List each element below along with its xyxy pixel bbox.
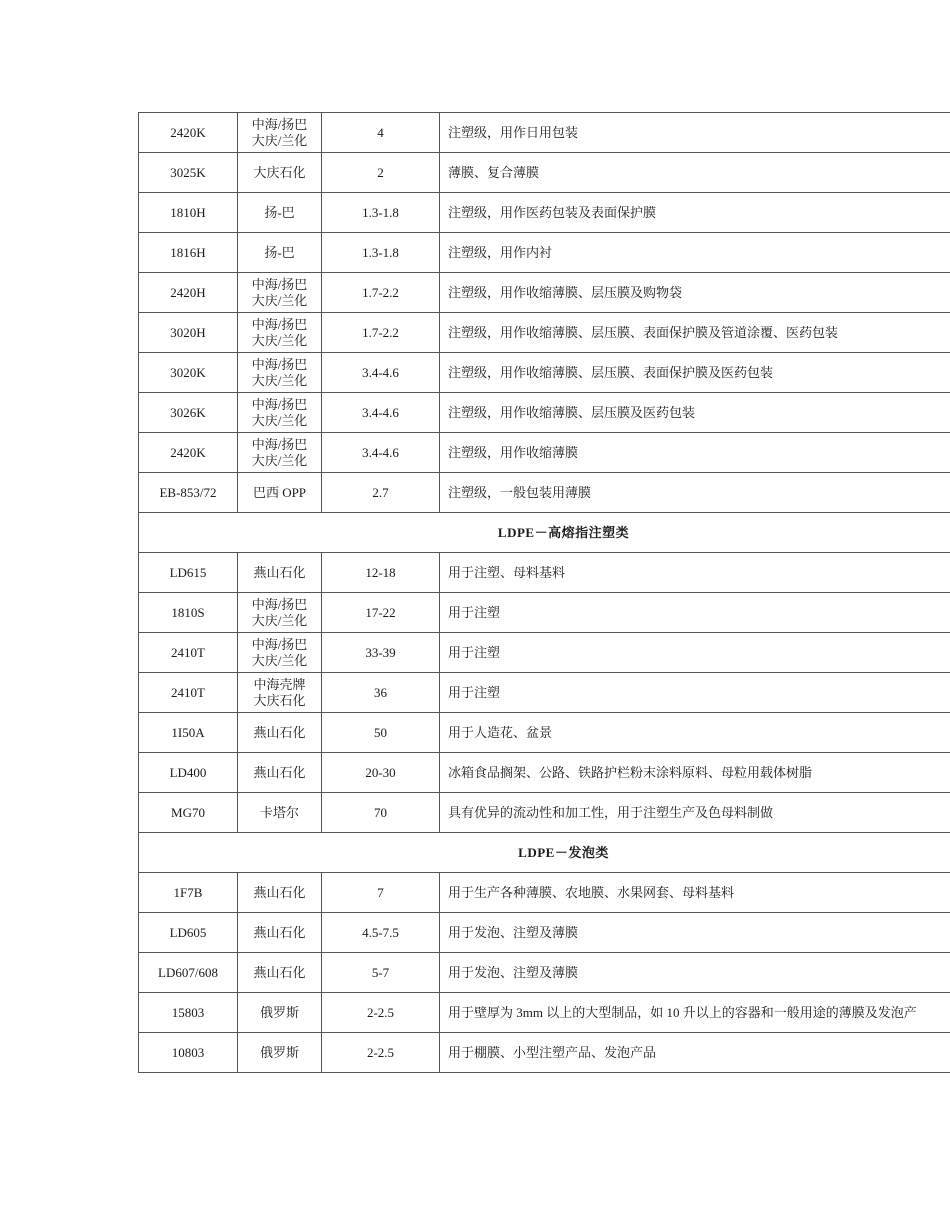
application-cell: 用于壁厚为 3mm 以上的大型制品，如 10 升以上的容器和一般用途的薄膜及发泡产 [440,993,950,1033]
grade-cell: LD605 [139,913,238,953]
manufacturer-cell [238,273,322,313]
application-cell: 用于注塑 [440,673,950,713]
application-cell: 用于注塑 [440,633,950,673]
ldpe-grade-table [138,112,950,1073]
manufacturer-cell [238,633,322,673]
application-cell: 注塑级，用作日用包装 [440,113,950,153]
manufacturer-line: 大庆/兰化 [251,132,308,148]
melt-index-cell: 70 [322,793,440,833]
melt-index-cell: 2 [322,153,440,193]
application-cell: 注塑级，用作收缩薄膜、层压膜及医药包装 [440,393,950,433]
table-row [139,1033,950,1073]
grade-cell: 2420K [139,433,238,473]
manufacturer-line: 中海/扬巴 [251,356,308,372]
manufacturer-line: 燕山石化 [253,564,306,580]
grade-cell: 1F7B [139,873,238,913]
melt-index-cell: 5-7 [322,953,440,993]
melt-index-cell: 36 [322,673,440,713]
application-cell: 用于人造花、盆景 [440,713,950,753]
grade-cell: 3020H [139,313,238,353]
ldpe-grade-table-body [139,113,950,1073]
section-title-text: LDPE－高熔指注塑类 [497,524,630,540]
grade-cell: 3025K [139,153,238,193]
application-cell: 用于发泡、注塑及薄膜 [440,953,950,993]
table-row [139,433,950,473]
manufacturer-line: 大庆石化 [253,692,306,708]
manufacturer-cell [238,193,322,233]
table-row [139,233,950,273]
grade-cell: LD400 [139,753,238,793]
grade-cell: 1816H [139,233,238,273]
manufacturer-line: 燕山石化 [253,764,306,780]
grade-cell: 2420H [139,273,238,313]
grade-cell: 1810S [139,593,238,633]
manufacturer-cell [238,873,322,913]
melt-index-cell: 3.4-4.6 [322,393,440,433]
table-row [139,753,950,793]
melt-index-cell: 3.4-4.6 [322,353,440,393]
manufacturer-cell [238,473,322,513]
grade-cell: MG70 [139,793,238,833]
manufacturer-line: 俄罗斯 [259,1044,299,1060]
grade-cell: 1810H [139,193,238,233]
application-cell: 注塑级，用作收缩薄膜 [440,433,950,473]
manufacturer-cell [238,1033,322,1073]
manufacturer-line: 燕山石化 [253,724,306,740]
table-row [139,473,950,513]
melt-index-cell: 20-30 [322,753,440,793]
application-cell: 冰箱食品搁架、公路、铁路护栏粉末涂料原料、母粒用载体树脂 [440,753,950,793]
melt-index-cell: 1.3-1.8 [322,193,440,233]
manufacturer-line: 燕山石化 [253,924,306,940]
manufacturer-line: 中海/扬巴 [251,596,308,612]
melt-index-cell: 12-18 [322,553,440,593]
manufacturer-cell [238,113,322,153]
application-cell: 注塑级，用作收缩薄膜、层压膜及购物袋 [440,273,950,313]
manufacturer-cell [238,913,322,953]
table-row [139,873,950,913]
table-row [139,273,950,313]
melt-index-cell: 17-22 [322,593,440,633]
melt-index-cell: 4 [322,113,440,153]
application-cell: 用于注塑 [440,593,950,633]
section-title-high-mfi-injection [139,513,950,553]
melt-index-cell: 2.7 [322,473,440,513]
grade-cell: 10803 [139,1033,238,1073]
table-row [139,553,950,593]
table-row [139,793,950,833]
manufacturer-line: 扬-巴 [264,204,295,220]
application-cell: 薄膜、复合薄膜 [440,153,950,193]
melt-index-cell: 1.7-2.2 [322,313,440,353]
manufacturer-line: 中海/扬巴 [251,396,308,412]
manufacturer-cell [238,313,322,353]
table-row [139,633,950,673]
table-row [139,193,950,233]
section-header-row [139,513,950,553]
manufacturer-cell [238,153,322,193]
manufacturer-line: 俄罗斯 [259,1004,299,1020]
manufacturer-cell [238,753,322,793]
manufacturer-line: 大庆/兰化 [251,652,308,668]
table-row [139,913,950,953]
melt-index-cell: 7 [322,873,440,913]
manufacturer-line: 中海/扬巴 [251,636,308,652]
manufacturer-cell [238,353,322,393]
manufacturer-line: 中海/扬巴 [251,436,308,452]
manufacturer-line: 中海/扬巴 [251,116,308,132]
table-row [139,313,950,353]
melt-index-cell: 3.4-4.6 [322,433,440,473]
manufacturer-cell [238,953,322,993]
application-cell: 注塑级，用作收缩薄膜、层压膜、表面保护膜及医药包装 [440,353,950,393]
application-cell: 用于注塑、母料基料 [440,553,950,593]
grade-cell: LD615 [139,553,238,593]
application-cell: 注塑级，用作医药包装及表面保护膜 [440,193,950,233]
manufacturer-line: 大庆/兰化 [251,412,308,428]
table-row [139,353,950,393]
application-cell: 注塑级，用作收缩薄膜、层压膜、表面保护膜及管道涂覆、医药包装 [440,313,950,353]
manufacturer-line: 燕山石化 [253,964,306,980]
section-title-foaming [139,833,950,873]
section-header-row [139,833,950,873]
manufacturer-line: 扬-巴 [264,244,295,260]
grade-cell: 1I50A [139,713,238,753]
table-row [139,393,950,433]
application-cell: 用于棚膜、小型注塑产品、发泡产品 [440,1033,950,1073]
table-row [139,593,950,633]
manufacturer-cell [238,713,322,753]
manufacturer-cell [238,553,322,593]
manufacturer-cell [238,593,322,633]
manufacturer-cell [238,433,322,473]
manufacturer-line: 卡塔尔 [259,804,299,820]
melt-index-cell: 4.5-7.5 [322,913,440,953]
manufacturer-cell [238,673,322,713]
manufacturer-line: 巴西 OPP [252,484,307,500]
melt-index-cell: 50 [322,713,440,753]
manufacturer-line: 大庆/兰化 [251,452,308,468]
application-cell: 具有优异的流动性和加工性，用于注塑生产及色母料制做 [440,793,950,833]
melt-index-cell: 33-39 [322,633,440,673]
table-row [139,153,950,193]
grade-cell: 2420K [139,113,238,153]
table-row [139,113,950,153]
grade-cell: 2410T [139,633,238,673]
manufacturer-line: 大庆/兰化 [251,332,308,348]
section-title-text: LDPE－发泡类 [518,844,609,860]
grade-cell: 3026K [139,393,238,433]
application-cell: 注塑级，一般包装用薄膜 [440,473,950,513]
manufacturer-cell [238,393,322,433]
melt-index-cell: 1.3-1.8 [322,233,440,273]
grade-cell: 3020K [139,353,238,393]
melt-index-cell: 2-2.5 [322,1033,440,1073]
application-cell: 用于发泡、注塑及薄膜 [440,913,950,953]
grade-cell: 15803 [139,993,238,1033]
manufacturer-line: 燕山石化 [253,884,306,900]
manufacturer-cell [238,793,322,833]
table-row [139,953,950,993]
application-cell: 注塑级，用作内衬 [440,233,950,273]
table-row [139,713,950,753]
manufacturer-cell [238,233,322,273]
manufacturer-line: 大庆/兰化 [251,612,308,628]
manufacturer-line: 中海壳牌 [253,676,306,692]
table-row [139,993,950,1033]
manufacturer-line: 中海/扬巴 [251,276,308,292]
grade-cell: 2410T [139,673,238,713]
grade-cell: LD607/608 [139,953,238,993]
manufacturer-line: 中海/扬巴 [251,316,308,332]
manufacturer-line: 大庆/兰化 [251,372,308,388]
table-row [139,673,950,713]
grade-cell: EB-853/72 [139,473,238,513]
application-cell: 用于生产各种薄膜、农地膜、水果网套、母料基料 [440,873,950,913]
melt-index-cell: 2-2.5 [322,993,440,1033]
manufacturer-line: 大庆石化 [253,164,306,180]
melt-index-cell: 1.7-2.2 [322,273,440,313]
manufacturer-line: 大庆/兰化 [251,292,308,308]
manufacturer-cell [238,993,322,1033]
